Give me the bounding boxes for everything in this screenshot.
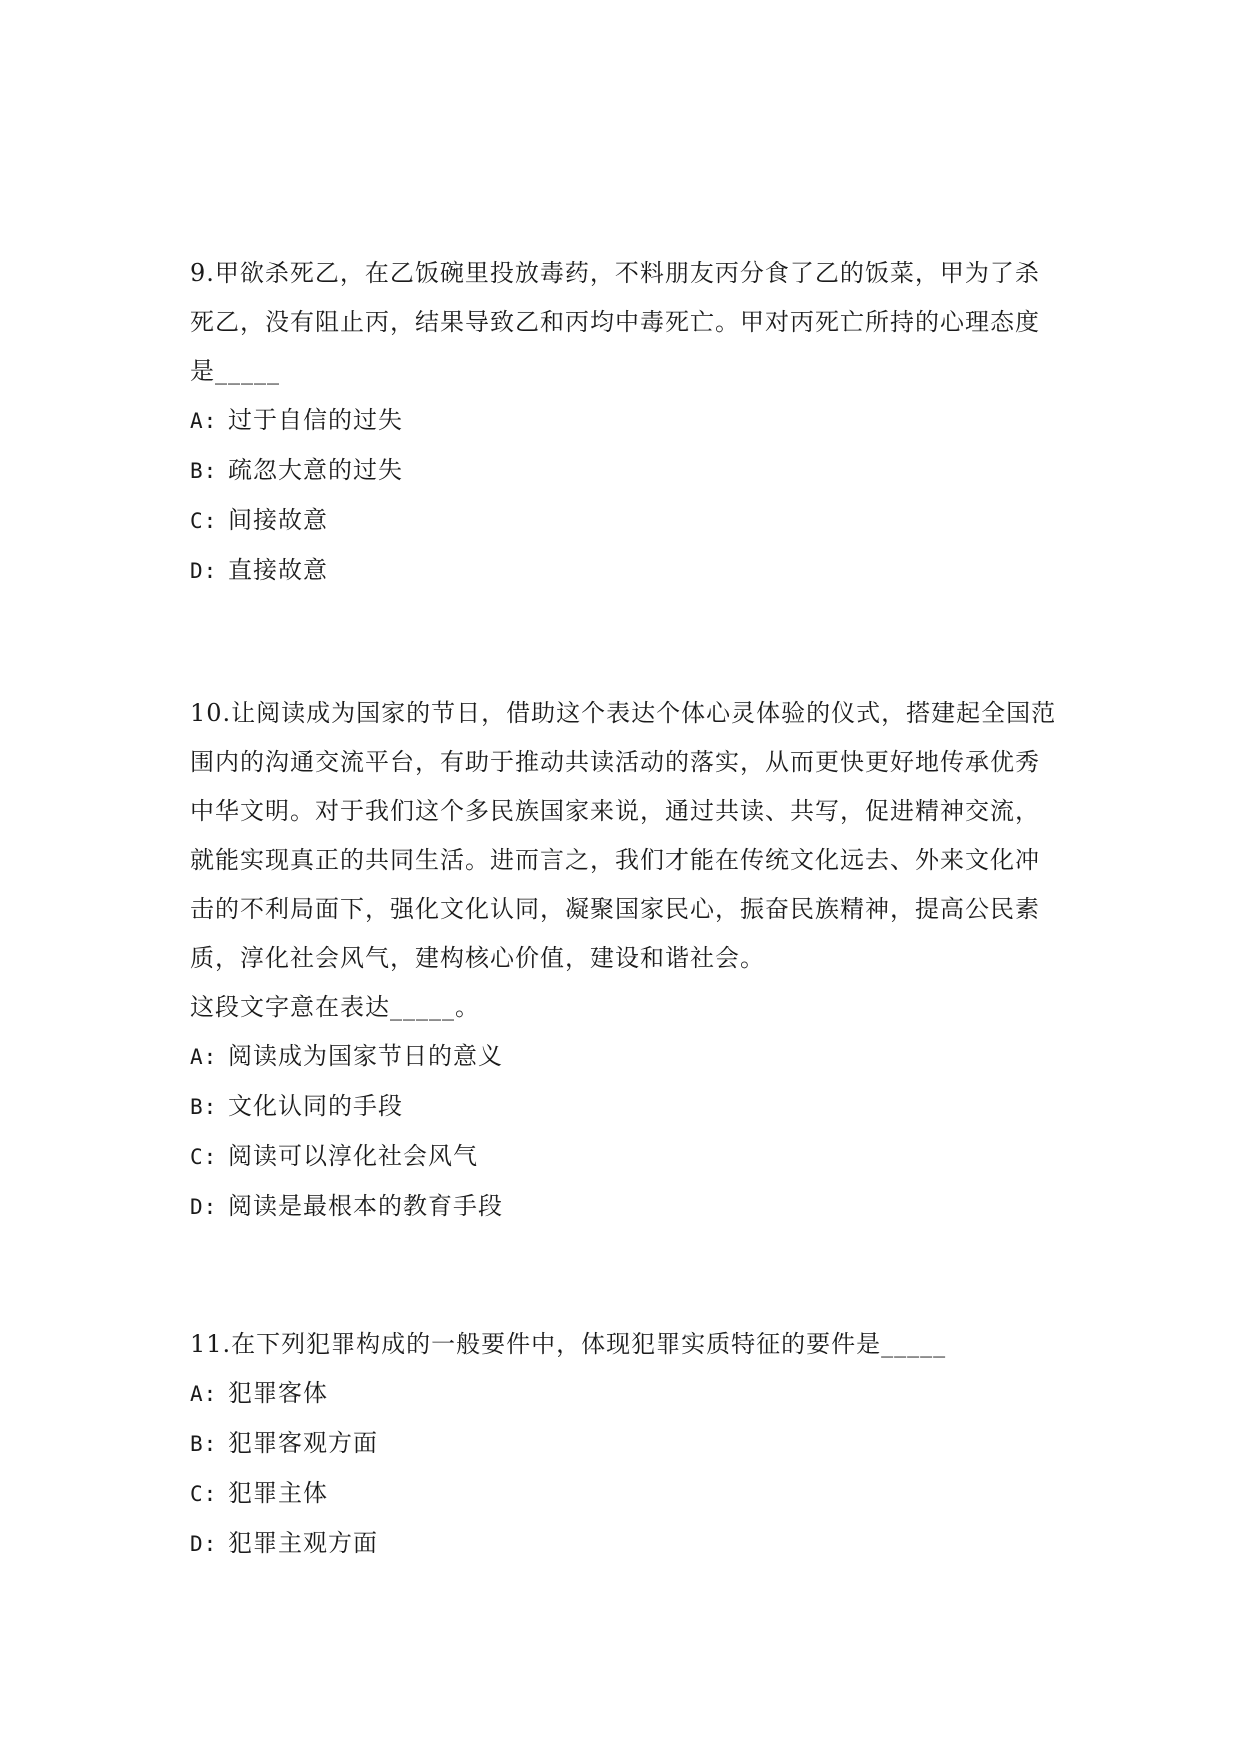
question-prompt: 这段文字意在表达_____。 <box>190 993 480 1021</box>
option-text: 疏忽大意的过失 <box>228 456 403 484</box>
option-d <box>190 1519 1060 1569</box>
option-letter: B: <box>190 459 218 483</box>
option-c <box>190 1469 1060 1519</box>
option-text: 犯罪主观方面 <box>228 1529 378 1557</box>
question-10 <box>190 689 1060 1232</box>
option-b <box>190 1419 1060 1469</box>
option-a <box>190 1032 1060 1082</box>
option-b <box>190 446 1060 496</box>
option-text: 文化认同的手段 <box>228 1092 403 1120</box>
option-letter: D: <box>190 559 218 583</box>
option-text: 阅读是最根本的教育手段 <box>228 1192 503 1220</box>
option-b <box>190 1082 1060 1132</box>
option-letter: A: <box>190 409 218 433</box>
option-letter: C: <box>190 1145 218 1169</box>
option-d <box>190 546 1060 596</box>
option-c <box>190 496 1060 546</box>
option-letter: C: <box>190 509 218 533</box>
option-text: 犯罪客观方面 <box>228 1429 378 1457</box>
option-a <box>190 396 1060 446</box>
option-text: 间接故意 <box>228 506 328 534</box>
option-letter: C: <box>190 1482 218 1506</box>
question-stem: 10.让阅读成为国家的节日，借助这个表达个体心灵体验的仪式，搭建起全国范围内的沟通交流平台，有助于推动共读活动的落实，从而更快更好地传承优秀中华文明。对于我们这个多民族国家来说，通过共读、共写，促进精神交流，就能实现真正的共同生活。进而言之，我们才能在传统文化远去、外来文化冲击的不利局面下，强化文化认同，凝聚国家民心，振奋民族精神，提高公民素质，淳化社会风气，建构核心价值，建设和谐社会。 <box>190 699 1057 972</box>
question-stem: 9.甲欲杀死乙，在乙饭碗里投放毒药，不料朋友丙分食了乙的饭菜，甲为了杀死乙，没有阻止丙，结果导致乙和丙均中毒死亡。甲对丙死亡所持的心理态度是_____ <box>190 259 1040 385</box>
option-letter: B: <box>190 1095 218 1119</box>
option-a <box>190 1369 1060 1419</box>
option-text: 犯罪主体 <box>228 1479 328 1507</box>
option-letter: A: <box>190 1382 218 1406</box>
option-text: 直接故意 <box>228 556 328 584</box>
option-text: 犯罪客体 <box>228 1379 328 1407</box>
question-stem: 11.在下列犯罪构成的一般要件中，体现犯罪实质特征的要件是_____ <box>190 1330 947 1358</box>
option-letter: D: <box>190 1532 218 1556</box>
option-text: 阅读成为国家节日的意义 <box>228 1042 503 1070</box>
option-letter: B: <box>190 1432 218 1456</box>
option-d <box>190 1182 1060 1232</box>
option-letter: D: <box>190 1195 218 1219</box>
option-letter: A: <box>190 1045 218 1069</box>
question-9 <box>190 249 1060 596</box>
question-11 <box>190 1320 1060 1569</box>
option-text: 阅读可以淳化社会风气 <box>228 1142 478 1170</box>
option-c <box>190 1132 1060 1182</box>
option-text: 过于自信的过失 <box>228 406 403 434</box>
